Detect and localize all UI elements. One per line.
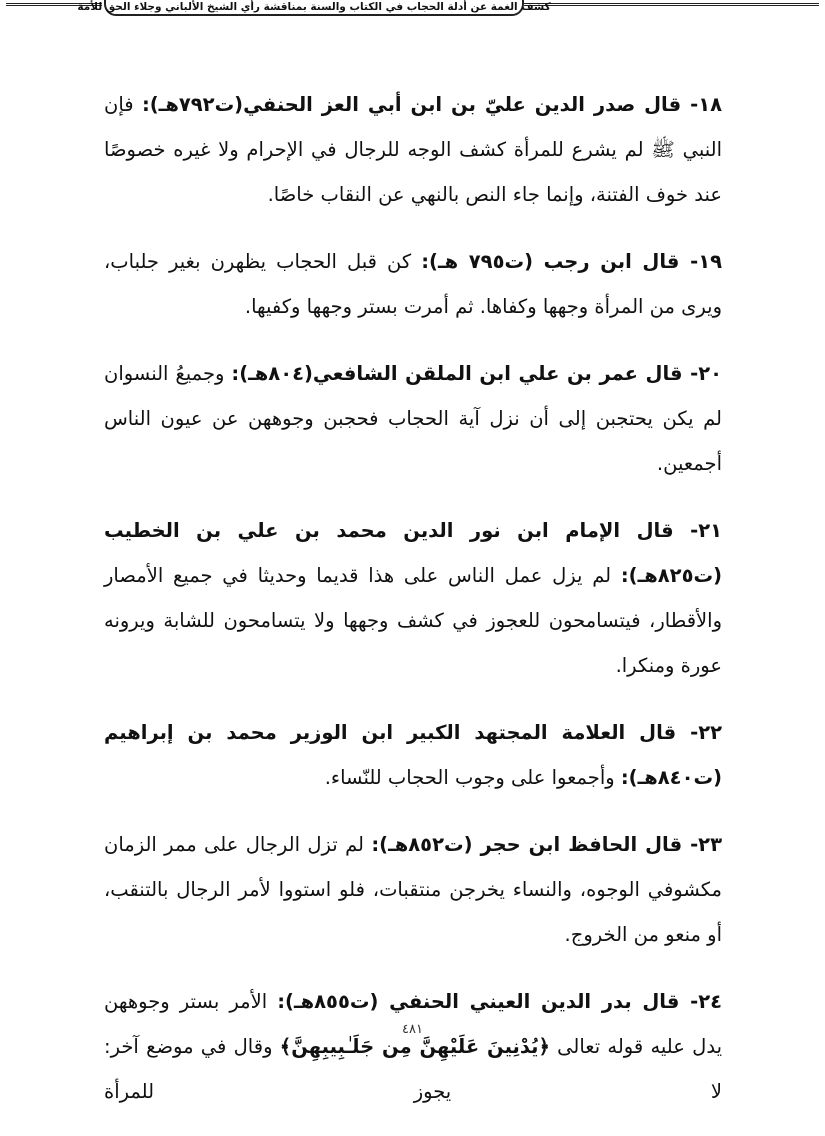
- paragraph-lead: ١٩- قال ابن رجب (ت٧٩٥ هـ):: [421, 250, 722, 273]
- running-header-title: كشف الغمة عن أدلة الحجاب في الكتاب والسنة بمناقشة رأي الشيخ الألباني وجلاء الحق للأمة: [77, 0, 551, 13]
- paragraph-lead: ٢٠- قال عمر بن علي ابن الملقن الشافعي(٨٠٤هـ):: [231, 362, 722, 385]
- page-body: [104, 82, 722, 1136]
- quran-verse: ﴿يُدْنِينَ عَلَيْهِنَّ مِن جَلَـٰبِيبِهِنَّ﴾: [279, 1035, 550, 1058]
- paragraph-lead: ٢٣- قال الحافظ ابن حجر (ت٨٥٢هـ):: [371, 833, 722, 856]
- paragraph-24: [104, 979, 722, 1114]
- paragraph-23: [104, 822, 722, 957]
- paragraph-text: لم يزل عمل الناس على هذا قديما وحديثا في جميع الأمصار والأقطار، فيتسامحون للعجوز في كشف وجهها ولا يتسامحون للشابة ويرونه عورة ومنكرا.: [104, 564, 722, 677]
- paragraph-text: كن قبل الحجاب يظهرن بغير جلباب، ويرى من المرأة وجهها وكفاها. ثم أمرت بستر وجهها وكفيها.: [104, 250, 722, 318]
- paragraph-20: [104, 351, 722, 486]
- paragraph-19: [104, 239, 722, 329]
- running-header: [77, 0, 551, 16]
- paragraph-18: [104, 82, 722, 217]
- paragraph-22: [104, 710, 722, 800]
- paragraph-text: وأجمعوا على وجوب الحجاب للنّساء.: [324, 766, 621, 789]
- paragraph-lead: ٢٢- قال العلامة المجتهد الكبير ابن الوزير محمد بن إبراهيم (ت٨٤٠هـ):: [104, 721, 722, 789]
- paragraph-tail: وقال في موضع آخر: لا يجوز للمرأة: [104, 1035, 722, 1103]
- page-number: ٤٨١: [402, 1022, 423, 1037]
- paragraph-lead: ١٨- قال صدر الدين عليّ بن ابن أبي العز الحنفي(ت٧٩٢هـ):: [141, 93, 722, 116]
- paragraph-lead: ٢١- قال الإمام ابن نور الدين محمد بن علي بن الخطيب (ت٨٢٥هـ):: [104, 519, 722, 587]
- paragraph-text: فإن النبي ﷺ لم يشرع للمرأة كشف الوجه للرجال في الإحرام ولا غيره خصوصًا عند خوف الفتنة، وإنما جاء النص بالنهي عن النقاب خاصًا.: [104, 93, 722, 206]
- header-rule-right: [524, 3, 819, 6]
- paragraph-text: الأمر بستر وجوههن يدل عليه قوله تعالى: [104, 990, 722, 1058]
- paragraph-lead: ٢٤- قال بدر الدين العيني الحنفي (ت٨٥٥هـ):: [277, 990, 722, 1013]
- paragraph-text: وجميعُ النسوان لم يكن يحتجبن إلى أن نزل آية الحجاب فحجبن وجوههن عن عيون الناس أجمعين.: [104, 362, 722, 475]
- paragraph-21: [104, 508, 722, 688]
- paragraph-text: لم تزل الرجال على ممر الزمان مكشوفي الوجوه، والنساء يخرجن منتقبات، فلو استووا لأمر الرجال بالتنقب، أو منعو من الخروج.: [104, 833, 722, 946]
